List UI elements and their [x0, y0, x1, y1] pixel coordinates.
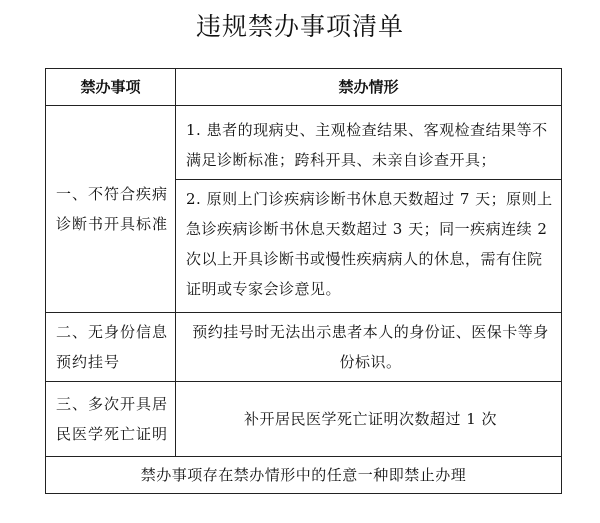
table-footer-note: 禁办事项存在禁办情形中的任意一种即禁止办理 [46, 457, 562, 494]
prohibited-items-table [45, 68, 562, 494]
table-row [46, 382, 562, 457]
row1-conditions [176, 106, 562, 313]
row3-item: 三、多次开具居民医学死亡证明 [46, 382, 176, 457]
row1-condition-1: 1. 患者的现病史、主观检查结果、客观检查结果等不满足诊断标准；跨科开具、未亲自诊查开具； [186, 120, 548, 169]
row1-item: 一、不符合疾病诊断书开具标准 [46, 106, 176, 313]
row1-condition-2: 2. 原则上门诊疾病诊断书休息天数超过 7 天；原则上急诊疾病诊断书休息天数超过 3 天；同一疾病连续 2 次以上开具诊断书或慢性疾病病人的休息，需有住院证明或专家会诊意见。 [176, 179, 561, 304]
row2-conditions [176, 313, 562, 382]
header-prohibited-condition: 禁办情形 [176, 69, 562, 106]
row2-condition-1: 预约挂号时无法出示患者本人的身份证、医保卡等身份标识。 [192, 323, 549, 371]
page-title: 违规禁办事项清单 [195, 12, 404, 41]
header-prohibited-item: 禁办事项 [46, 69, 176, 106]
row3-conditions [176, 382, 562, 457]
table-header-row [46, 69, 562, 106]
table-row [46, 313, 562, 382]
row3-condition-1: 补开居民医学死亡证明次数超过 1 次 [243, 410, 498, 428]
table-row [46, 106, 562, 313]
table-footer-row [46, 457, 562, 494]
row2-item: 二、无身份信息预约挂号 [46, 313, 176, 382]
